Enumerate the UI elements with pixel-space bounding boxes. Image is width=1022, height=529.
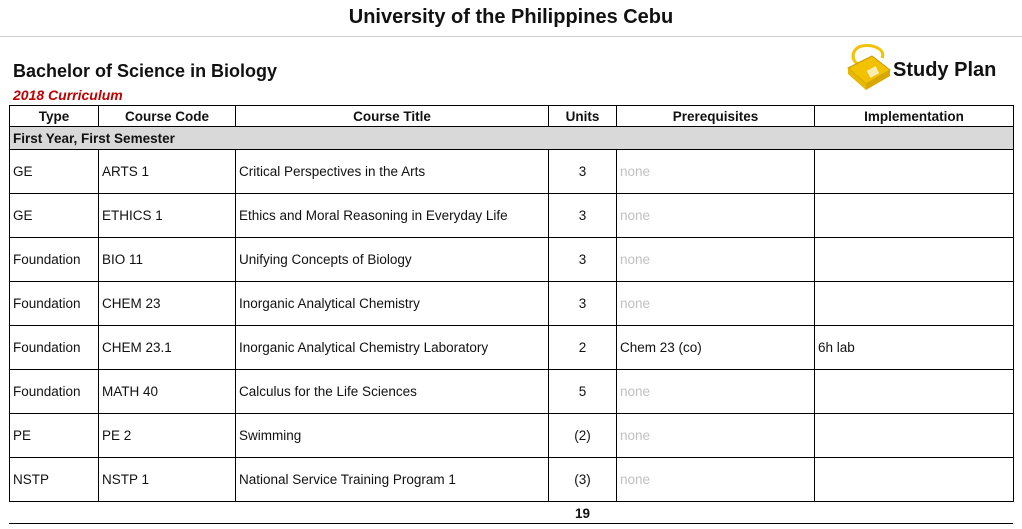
program-name: Bachelor of Science in Biology [13, 61, 278, 81]
cell-course-title: Inorganic Analytical Chemistry [236, 282, 549, 326]
cell-course-code: ARTS 1 [99, 150, 236, 194]
total-spacer [99, 502, 236, 525]
study-plan-table [9, 105, 1014, 524]
cell-units: (2) [549, 414, 617, 458]
cell-course-title: National Service Training Program 1 [236, 458, 549, 502]
curriculum-year: 2018 Curriculum [13, 87, 123, 103]
cell-implementation: 6h lab [815, 326, 1014, 370]
total-spacer [815, 502, 1014, 525]
cell-implementation [815, 282, 1014, 326]
cell-implementation [815, 370, 1014, 414]
cell-course-title: Ethics and Moral Reasoning in Everyday Life [236, 194, 549, 238]
total-row [10, 502, 1014, 525]
cell-implementation [815, 194, 1014, 238]
col-header-course-code: Course Code [99, 106, 236, 127]
cell-implementation [815, 238, 1014, 282]
col-header-implementation: Implementation [815, 106, 1014, 127]
cell-units: 2 [549, 326, 617, 370]
cell-units: 5 [549, 370, 617, 414]
study-plan-label: Study Plan [893, 59, 997, 81]
table-row [10, 194, 1014, 238]
cell-implementation [815, 150, 1014, 194]
semester-label: First Year, First Semester [10, 127, 1014, 150]
cell-course-code: PE 2 [99, 414, 236, 458]
cell-course-code: MATH 40 [99, 370, 236, 414]
col-header-type: Type [10, 106, 99, 127]
table-row [10, 238, 1014, 282]
cell-implementation [815, 458, 1014, 502]
cell-units: 3 [549, 194, 617, 238]
table-row [10, 414, 1014, 458]
cell-prerequisites: Chem 23 (co) [617, 326, 815, 370]
university-title: University of the Philippines Cebu [348, 6, 674, 28]
cell-type: Foundation [10, 282, 99, 326]
table-header-row [10, 106, 1014, 127]
cell-prerequisites: none [617, 370, 815, 414]
table-row [10, 458, 1014, 502]
cell-units: 3 [549, 238, 617, 282]
total-spacer [10, 502, 99, 525]
table-row [10, 150, 1014, 194]
cell-course-code: NSTP 1 [99, 458, 236, 502]
table-row [10, 370, 1014, 414]
cell-units: 3 [549, 150, 617, 194]
cell-course-title: Inorganic Analytical Chemistry Laboratory [236, 326, 549, 370]
cell-type: Foundation [10, 326, 99, 370]
cell-prerequisites: none [617, 282, 815, 326]
cell-prerequisites: none [617, 458, 815, 502]
cell-type: NSTP [10, 458, 99, 502]
cell-type: Foundation [10, 238, 99, 282]
cell-course-title: Swimming [236, 414, 549, 458]
title-divider [0, 36, 1022, 37]
total-spacer [617, 502, 815, 525]
total-units: 19 [574, 505, 591, 521]
cell-units: 3 [549, 282, 617, 326]
table-row [10, 326, 1014, 370]
cell-prerequisites: none [617, 150, 815, 194]
cell-units: (3) [549, 458, 617, 502]
cell-course-title: Unifying Concepts of Biology [236, 238, 549, 282]
cell-course-code: CHEM 23.1 [99, 326, 236, 370]
col-header-course-title: Course Title [236, 106, 549, 127]
cell-prerequisites: none [617, 194, 815, 238]
bottom-divider [9, 523, 1013, 524]
book-tag-icon [842, 40, 898, 96]
cell-type: Foundation [10, 370, 99, 414]
cell-course-code: BIO 11 [99, 238, 236, 282]
cell-prerequisites: none [617, 414, 815, 458]
col-header-prerequisites: Prerequisites [617, 106, 815, 127]
cell-type: GE [10, 194, 99, 238]
col-header-units: Units [549, 106, 617, 127]
cell-type: GE [10, 150, 99, 194]
total-spacer [236, 502, 549, 525]
cell-course-title: Calculus for the Life Sciences [236, 370, 549, 414]
cell-course-code: CHEM 23 [99, 282, 236, 326]
cell-course-title: Critical Perspectives in the Arts [236, 150, 549, 194]
cell-course-code: ETHICS 1 [99, 194, 236, 238]
cell-prerequisites: none [617, 238, 815, 282]
semester-row [10, 127, 1014, 150]
cell-type: PE [10, 414, 99, 458]
table-row [10, 282, 1014, 326]
cell-implementation [815, 414, 1014, 458]
